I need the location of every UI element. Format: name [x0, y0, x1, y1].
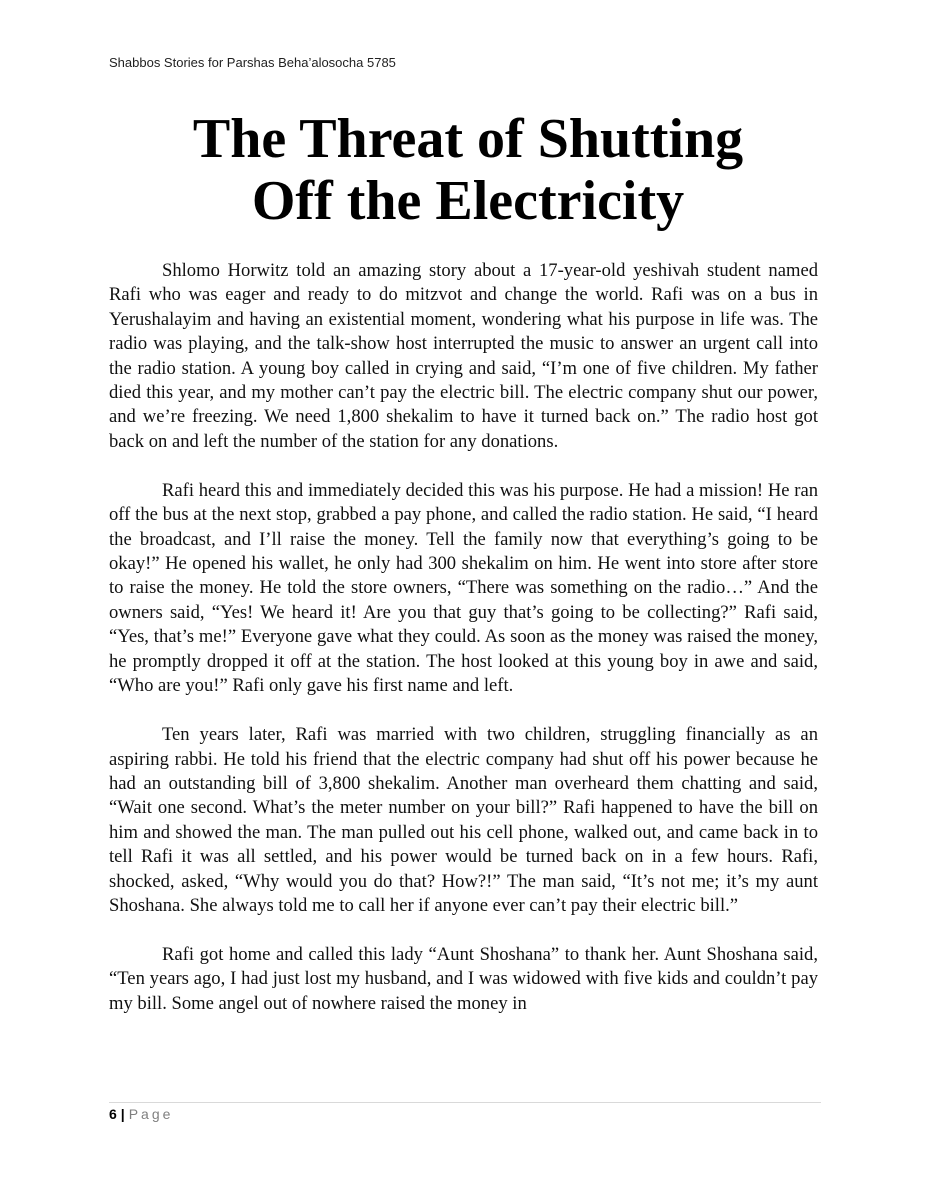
paragraph: Rafi heard this and immediately decided this was his purpose. He had a mission! He ran off the bus at the next stop, grabbed a pay phone, and called the radio station. He said, “I heard the broadcast, and I’ll raise the money. Tell the family now that everything’s going to be okay!” He opened his wallet, he only had 300 shekalim on him. He went into store after store to raise the money. He told the store owners, “There was something on the radio…” And the owners said, “Yes! We heard it! Are you that guy that’s going to be collecting?” Rafi said, “Yes, that’s me!” Everyone gave what they could. As soon as the money was raised the money, he promptly dropped it off at the station. The host looked at this young boy in awe and said, “Who are you!” Rafi only gave his first name and left. [109, 479, 818, 697]
running-header: Shabbos Stories for Parshas Beha’alosocha 5785 [109, 55, 396, 70]
paragraph: Rafi got home and called this lady “Aunt Shoshana” to thank her. Aunt Shoshana said, “Ten years ago, I had just lost my husband, and I was widowed with five kids and couldn’t pay my bill. Some angel out of nowhere raised the money in [109, 943, 818, 1014]
paragraph: Shlomo Horwitz told an amazing story about a 17-year-old yeshivah student named Rafi who was eager and ready to do mitzvot and change the world. Rafi was on a bus in Yerushalayim and having an existential moment, wondering what his purpose in life was. The radio was playing, and the talk-show host interrupted the music to answer an urgent call into the radio station. A young boy called in crying and said, “I’m one of five children. My father died this year, and my mother can’t pay the electric bill. The electric company shut our power, and we’re freezing. We need 1,800 shekalim to have it turned back on.” The radio host got back on and left the number of the station for any donations. [109, 260, 818, 452]
page-title [109, 108, 827, 232]
footer-separator: | [120, 1106, 125, 1122]
page-footer [109, 1106, 173, 1122]
paragraph: Ten years later, Rafi was married with two children, struggling financially as an aspiring rabbi. He told his friend that the electric company had shut off his power because he had an outstanding bill of 3,800 shekalim. Another man overheard them chatting and said, “Wait one second. What’s the meter number on your bill?” Rafi happened to have the bill on him and showed the man. The man pulled out his cell phone, walked out, and came back in to tell Rafi it was all settled, and his power would be turned back on in a few hours. Rafi, shocked, asked, “Why would you do that? How?!” The man said, “It’s not me; it’s my aunt Shoshana. She always told me to call her if anyone ever can’t pay their electric bill.” [109, 724, 818, 916]
story-body [109, 259, 818, 1041]
title-line-2: Off the Electricity [251, 170, 685, 232]
page-label: Page [128, 1106, 174, 1122]
title-line-1: The Threat of Shutting [192, 108, 744, 170]
footer-divider [109, 1102, 821, 1103]
page-number: 6 [109, 1106, 117, 1122]
